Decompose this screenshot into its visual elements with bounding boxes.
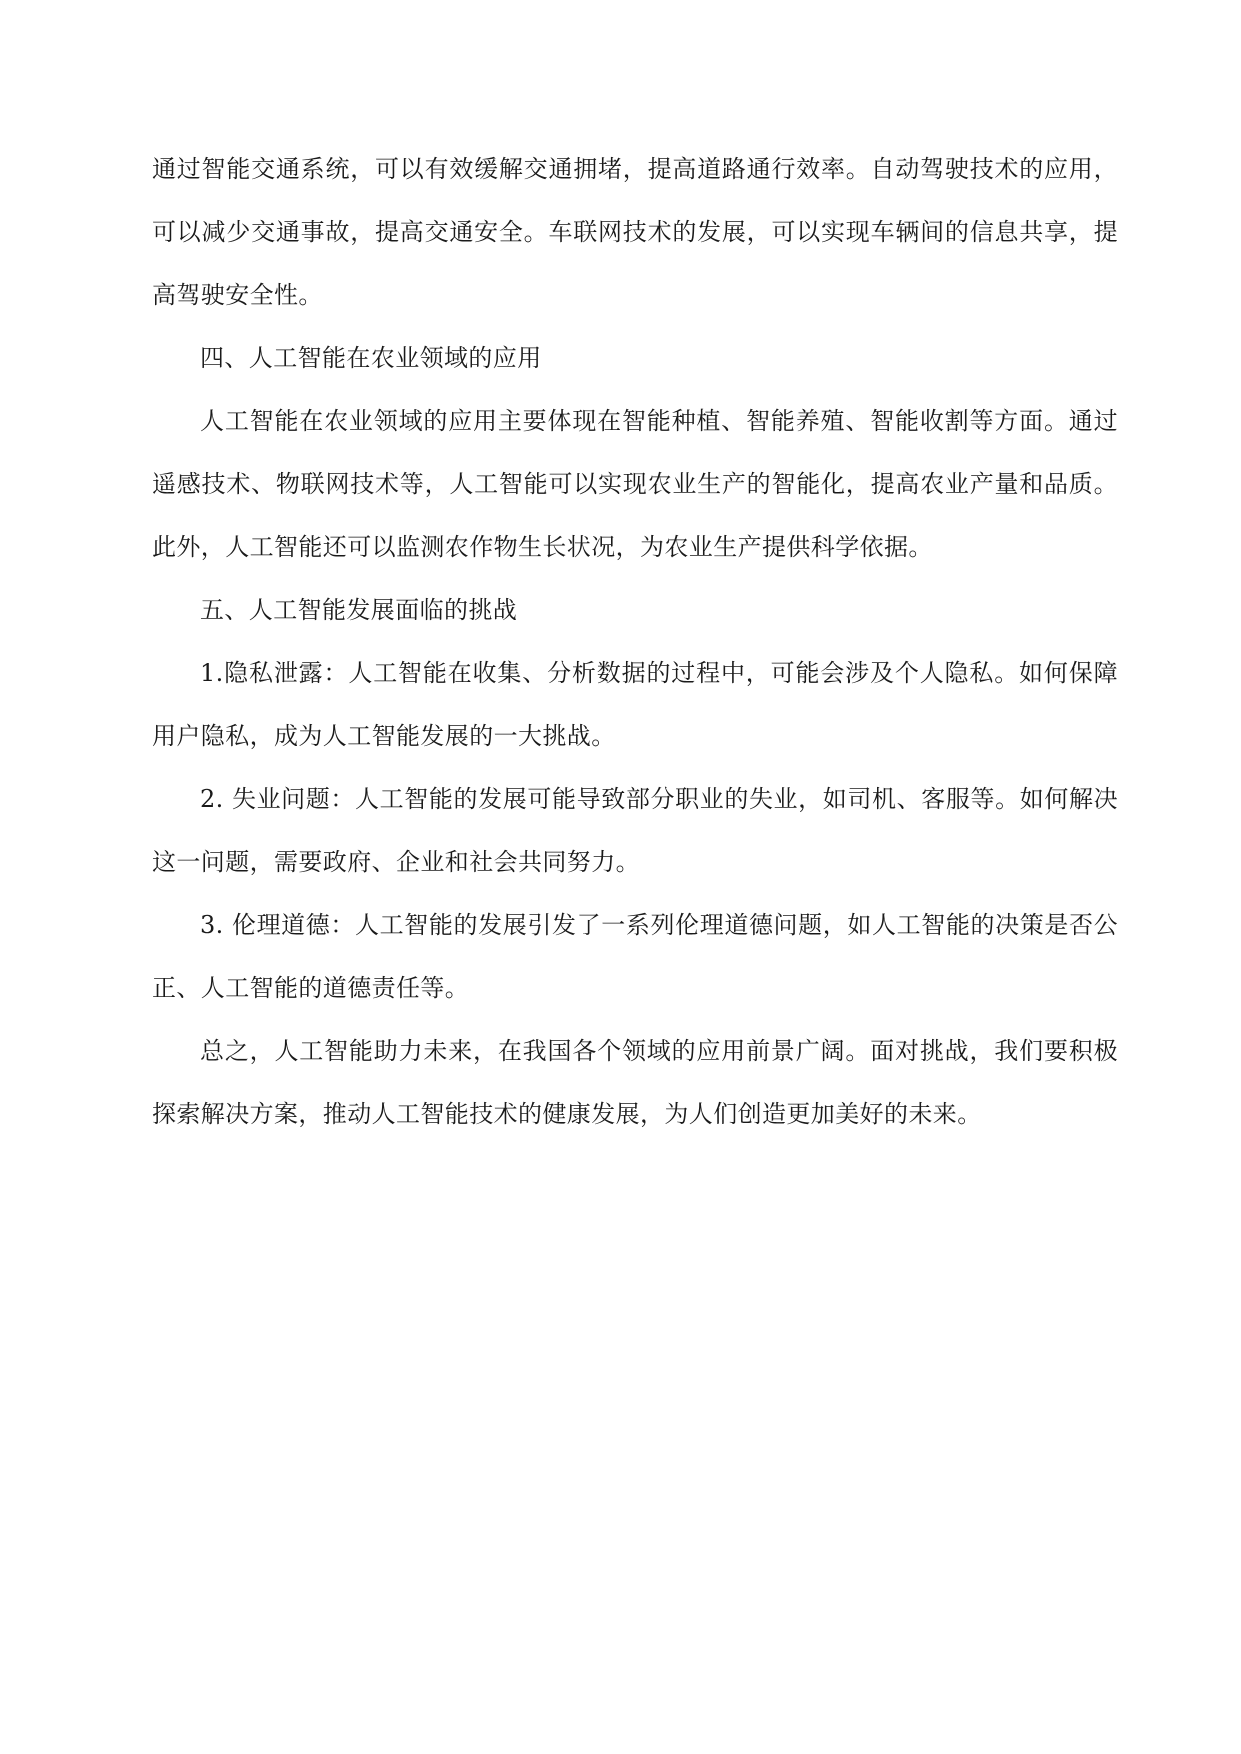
section-heading-challenges: 五、人工智能发展面临的挑战 <box>200 596 518 624</box>
paragraph-smart-transport-continued: 通过智能交通系统，可以有效缓解交通拥堵，提高道路通行效率。自动驾驶技术的应用，可以减少交通事故，提高交通安全。车联网技术的发展，可以实现车辆间的信息共享，提高驾驶安全性。 <box>152 155 1118 309</box>
list-item-ethics: 3. 伦理道德：人工智能的发展引发了一系列伦理道德问题，如人工智能的决策是否公正、人工智能的道德责任等。 <box>152 911 1118 1002</box>
section-heading-agriculture: 四、人工智能在农业领域的应用 <box>200 344 542 372</box>
document-body <box>152 138 1118 1146</box>
list-item-unemployment: 2. 失业问题：人工智能的发展可能导致部分职业的失业，如司机、客服等。如何解决这一问题，需要政府、企业和社会共同努力。 <box>152 785 1118 876</box>
paragraph-conclusion: 总之，人工智能助力未来，在我国各个领域的应用前景广阔。面对挑战，我们要积极探索解决方案，推动人工智能技术的健康发展，为人们创造更加美好的未来。 <box>152 1037 1118 1128</box>
list-item-privacy: 1.隐私泄露：人工智能在收集、分析数据的过程中，可能会涉及个人隐私。如何保障用户隐私，成为人工智能发展的一大挑战。 <box>152 659 1118 750</box>
paragraph-agriculture: 人工智能在农业领域的应用主要体现在智能种植、智能养殖、智能收割等方面。通过遥感技术、物联网技术等，人工智能可以实现农业生产的智能化，提高农业产量和品质。此外，人工智能还可以监测农作物生长状况，为农业生产提供科学依据。 <box>152 407 1118 561</box>
